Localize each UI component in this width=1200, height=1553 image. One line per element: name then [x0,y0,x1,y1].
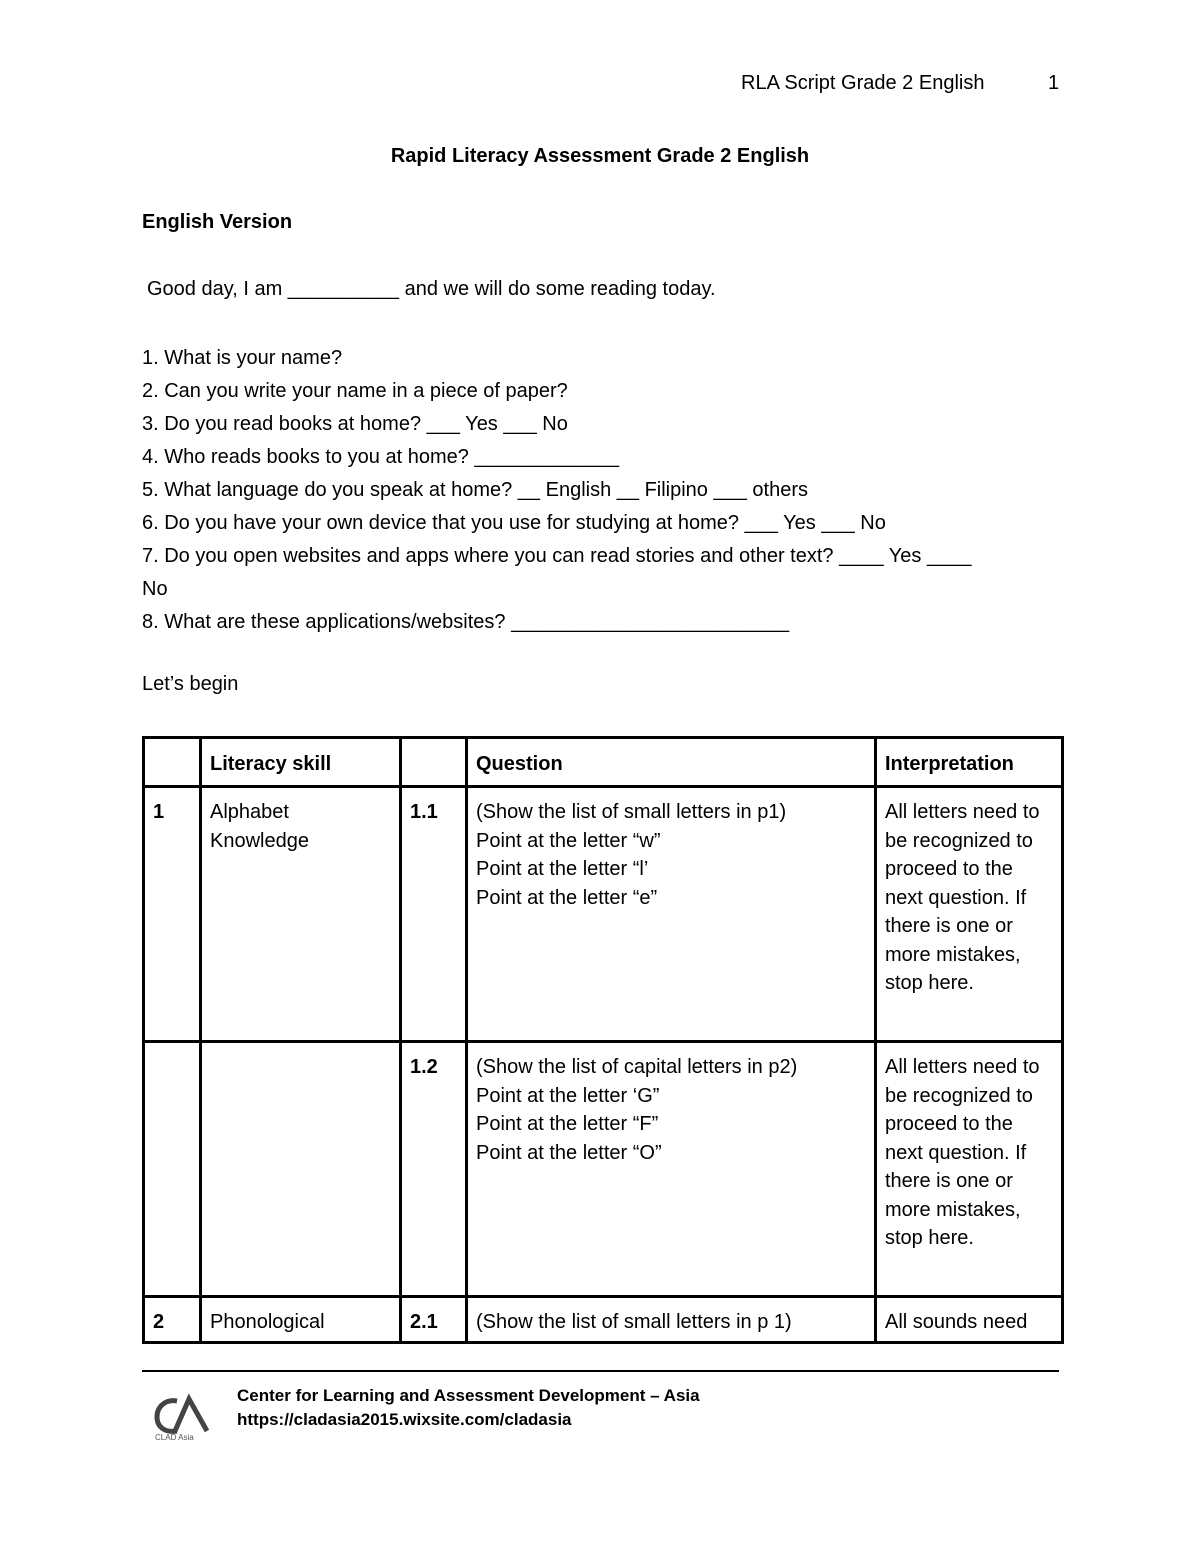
table-row [144,1297,1063,1343]
footer-org: Center for Learning and Assessment Development – Asia [237,1386,700,1405]
question-item: No [142,578,168,600]
question-item: 6. Do you have your own device that you use for studying at home? ___ Yes ___ No [142,512,886,534]
interpretation: All letters need to be recognized to proceed to the next question. If there is one or more mistakes, stop here. [876,787,1063,1042]
question-item: 4. Who reads books to you at home? _____________ [142,446,620,468]
question-line: Point at the letter “w” [476,829,661,852]
footer-text [237,1384,700,1432]
footer-url[interactable]: https://cladasia2015.wixsite.com/cladasia [237,1410,572,1429]
question-code: 1.1 [401,787,467,1042]
running-header [741,72,1060,95]
column-header [144,738,201,787]
column-header [401,738,467,787]
literacy-skill: Phonological [201,1297,401,1343]
question-line: Point at the letter “l’ [476,858,649,880]
question-line: Point at the letter ‘G” [476,1084,660,1107]
question-line: (Show the list of capital letters in p2) [476,1056,798,1078]
question-item: 1. What is your name? [142,347,343,369]
question-cell [467,1297,876,1343]
question-cell [467,787,876,1042]
assessment-table [142,736,1064,1344]
question-line: Point at the letter “F” [476,1113,659,1135]
question-line: Point at the letter “O” [476,1141,662,1164]
column-header: Literacy skill [201,738,401,787]
version-heading: English Version [142,211,293,233]
table-row [144,787,1063,1042]
clad-asia-logo [153,1393,211,1441]
question-item: 2. Can you write your name in a piece of paper? [142,380,568,402]
question-list [142,342,1042,639]
document-title: Rapid Literacy Assessment Grade 2 English [390,145,810,167]
interpretation: All sounds need [876,1297,1063,1343]
row-number: 1 [144,787,201,1042]
row-number [144,1042,201,1297]
literacy-skill: Alphabet Knowledge [201,787,401,1042]
question-line: (Show the list of small letters in p 1) [476,1311,792,1333]
logo-text: CLAD Asia [155,1433,194,1441]
question-item: 3. Do you read books at home? ___ Yes ___ No [142,413,568,435]
question-code: 2.1 [401,1297,467,1343]
question-line: (Show the list of small letters in p1) [476,801,787,823]
column-header: Interpretation [876,738,1063,787]
question-cell [467,1042,876,1297]
table-row [144,1042,1063,1297]
lets-begin-text: Let’s begin [142,673,239,695]
table-header-row [144,738,1063,787]
page-number: 1 [1048,72,1060,94]
question-item: 8. What are these applications/websites? _________________________ [142,611,790,633]
question-line: Point at the letter “e” [476,886,658,909]
question-item: 7. Do you open websites and apps where you can read stories and other text? ____ Yes ____ [142,545,972,567]
column-header: Question [467,738,876,787]
literacy-skill [201,1042,401,1297]
footer-divider [142,1370,1059,1372]
question-code: 1.2 [401,1042,467,1297]
running-title: RLA Script Grade 2 English [741,72,985,94]
interpretation: All letters need to be recognized to proceed to the next question. If there is one or more mistakes, stop here. [876,1042,1063,1297]
question-item: 5. What language do you speak at home? __ English __ Filipino ___ others [142,479,808,501]
row-number: 2 [144,1297,201,1343]
greeting-text: Good day, I am __________ and we will do some reading today. [147,278,716,300]
